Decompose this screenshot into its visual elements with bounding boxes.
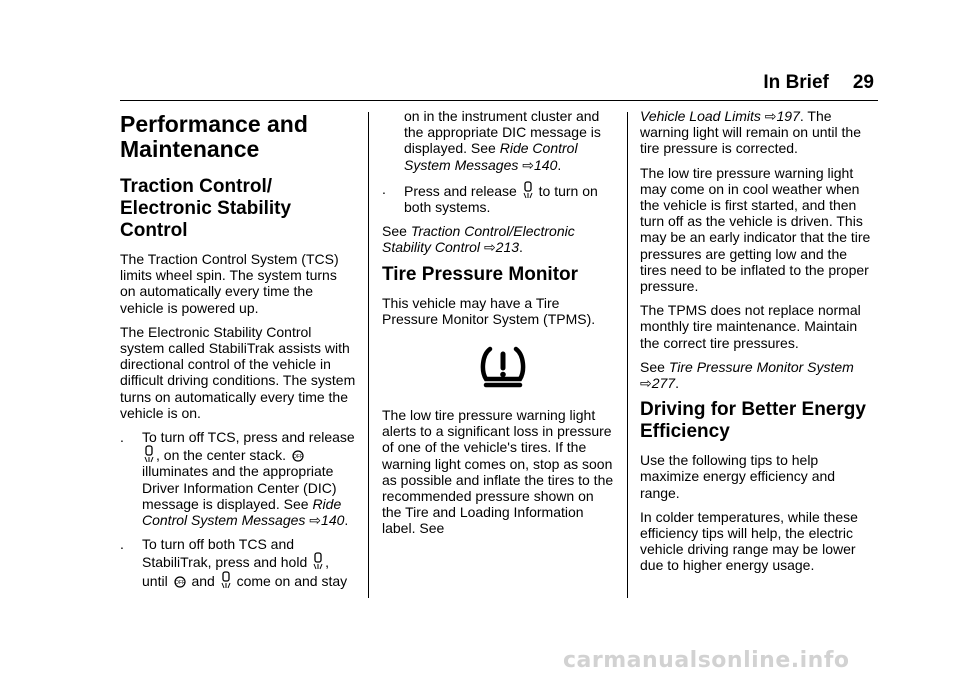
column-divider <box>627 112 628 598</box>
vehicle-load-limits-link[interactable]: Vehicle Load Limits <box>640 108 761 124</box>
tpms-warning-paragraph: The low tire pressure warning light alerts to a significant loss in pressure of one of the vehicle's tires. If the warning light comes on, stop as soon as possible and inflate the tires to the recommended pressure shown on the Tire and Loading Information label. See <box>382 407 614 537</box>
main-heading: Performance and Maintenance <box>120 111 308 162</box>
ride-control-link[interactable]: Ride Control System Messages <box>142 495 342 529</box>
load-limits-continuation: Vehicle Load Limits ⇨197. The warning light will remain on until the tire pressure is corrected. <box>640 108 861 157</box>
bullet-continuation: on in the instrument cluster and the appropriate DIC message is displayed. See Ride Control System Messages ⇨140. <box>404 108 601 173</box>
traction-off-icon <box>523 181 533 199</box>
svg-text:OFF: OFF <box>292 454 303 461</box>
see-reference: See Traction Control/Electronic Stability Control ⇨213. <box>382 223 575 256</box>
bullet-turn-off-tcs: . To turn off TCS, press and release , on the center stack. OFF illuminates and the appropriate Driver Information Center (DIC) message is displayed. See Ride Control System Messages ⇨140. <box>120 429 355 529</box>
section-title: In Brief <box>763 72 829 93</box>
stabilitrak-off-icon <box>292 449 304 463</box>
esc-paragraph: The Electronic Stability Control system called StabiliTrak assists with directional control of the vehicle in difficult driving conditions. The system turns on automatically every time the vehicle is on. <box>120 323 356 421</box>
stabilitrak-off-icon <box>174 575 186 589</box>
energy-tips-paragraph: Use the following tips to help maximize energy efficiency and range. <box>640 452 836 501</box>
column-1 <box>120 108 356 597</box>
traction-off-icon <box>221 571 231 589</box>
column-divider <box>368 112 369 598</box>
tcs-paragraph: The Traction Control System (TCS) limits wheel spin. The system turns on automatically every time the vehicle is powered up. <box>120 251 339 316</box>
bullet-turn-off-both: . To turn off both TCS and StabiliTrak, press and hold , until OFF and come on and stay <box>120 536 348 589</box>
page-header <box>763 72 874 94</box>
cold-temp-paragraph: In colder temperatures, while these efficiency tips will help, the electric vehicle driving range may be lower due to higher energy usage. <box>640 508 858 574</box>
watermark: carmanualsonline.info <box>563 648 850 673</box>
traction-off-icon <box>313 552 323 570</box>
svg-text:OFF: OFF <box>174 579 185 586</box>
maintenance-paragraph: The TPMS does not replace normal monthly tire maintenance. Maintain the correct tire pressures. <box>640 302 861 351</box>
page-ref-icon: ⇨ <box>640 375 652 392</box>
tpms-heading: Tire Pressure Monitor <box>382 263 579 285</box>
page-number: 29 <box>852 72 874 93</box>
page-ref-icon: ⇨ <box>309 512 322 529</box>
see-reference: See Tire Pressure Monitor System ⇨277. <box>640 358 854 392</box>
page-ref-icon: ⇨ <box>764 108 777 124</box>
column-2 <box>382 108 614 545</box>
ride-control-link[interactable]: Ride Control System Messages <box>404 140 578 173</box>
energy-heading: Driving for Better Energy Efficiency <box>640 399 866 443</box>
page-ref-icon: ⇨ <box>522 156 534 173</box>
page-ref-icon: ⇨ <box>483 239 496 256</box>
traction-off-icon <box>144 445 154 463</box>
tpms-intro: This vehicle may have a Tire Pressure Monitor System (TPMS). <box>382 294 596 327</box>
tire-pressure-warning-icon <box>478 345 528 389</box>
tpms-link[interactable]: Tire Pressure Monitor System <box>668 358 854 375</box>
traction-heading: Traction Control/ Electronic Stability Control <box>120 176 292 241</box>
cool-weather-paragraph: The low tire pressure warning light may come on in cool weather when the vehicle is first started, and then turn off as the vehicle is driven. This may be an early indicator that the tire pressures are getting low and the tires need to be inflated to the proper pressure. <box>640 164 871 295</box>
header-rule <box>120 100 878 101</box>
bullet-turn-on: . Press and release to turn on both systems. <box>382 180 598 216</box>
column-3 <box>640 108 876 582</box>
traction-control-link[interactable]: Traction Control/Electronic Stability Control <box>382 223 575 256</box>
